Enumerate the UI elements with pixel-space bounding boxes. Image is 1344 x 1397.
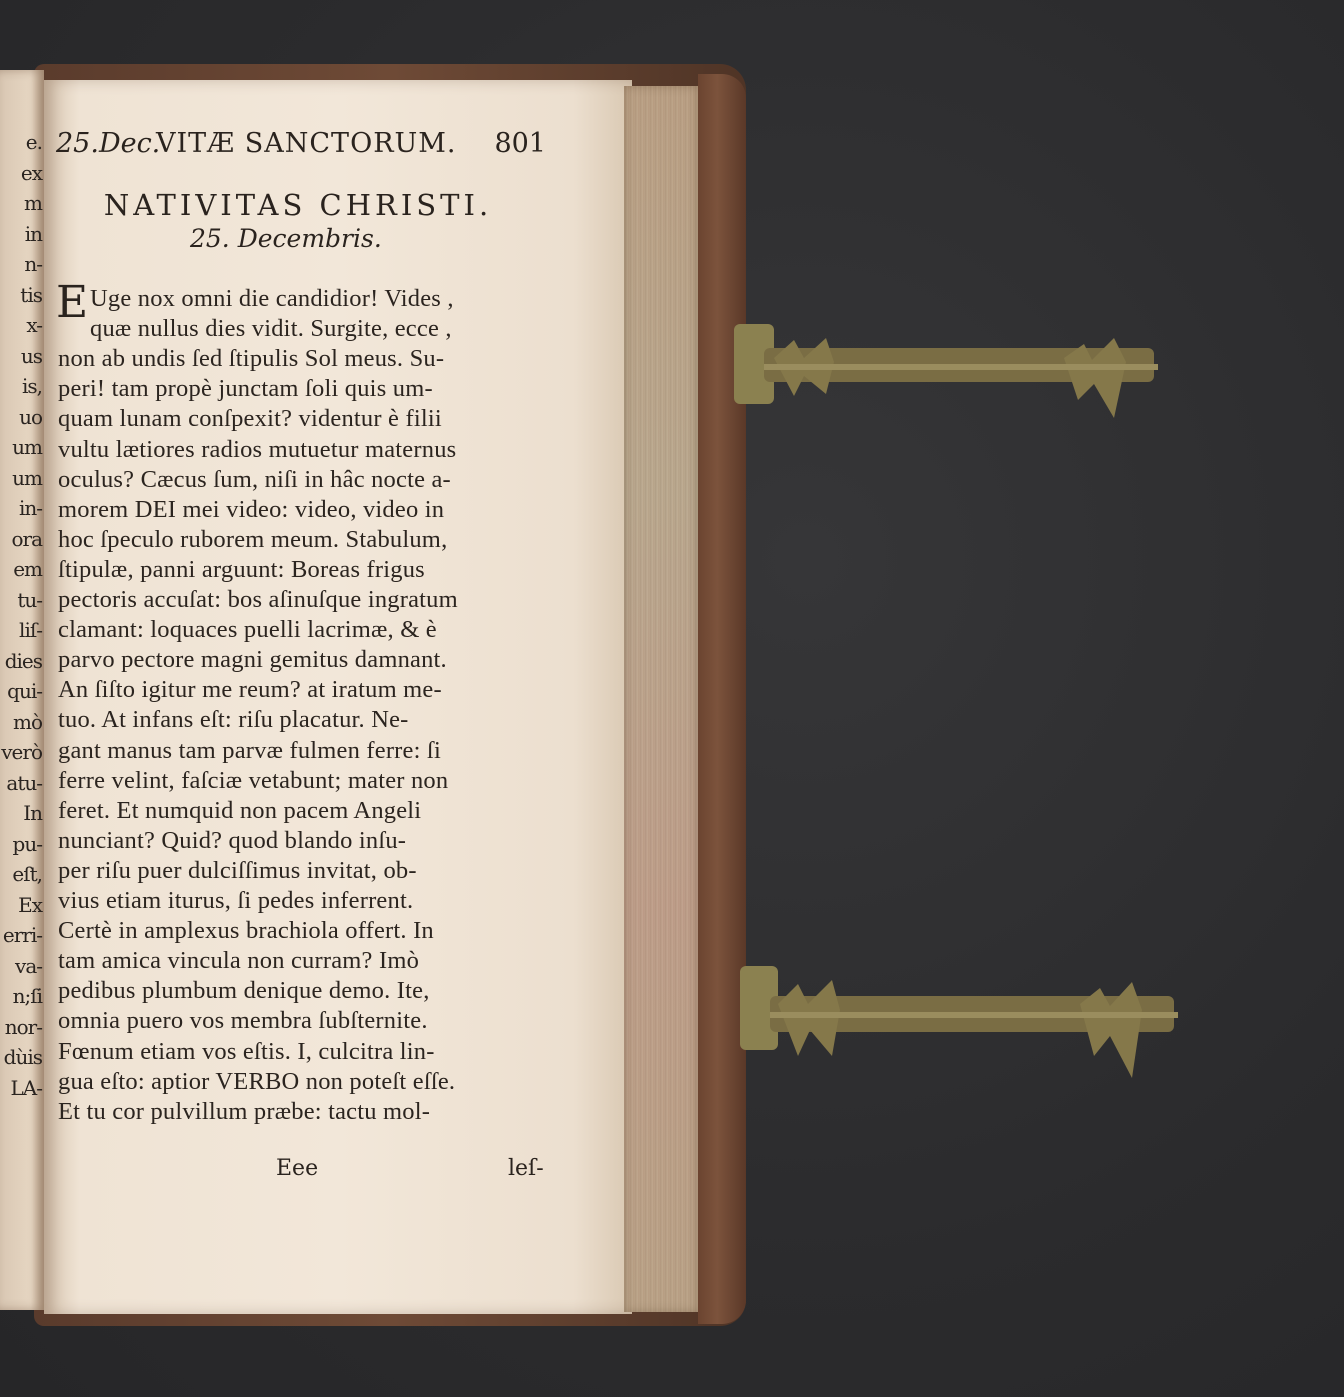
left-page-fragment: dùis [3, 1045, 42, 1069]
text-line: pedibus plumbum denique demo. Ite, [58, 977, 430, 1005]
lower-clasp-icon [740, 960, 1180, 1080]
text-line: gua eſto: aptior VERBO non poteſt eſſe. [58, 1067, 456, 1095]
text-line: omnia puero vos membra ſubſternite. [58, 1007, 428, 1035]
left-page-fragment: is, [21, 374, 42, 398]
left-page-fragment: LA- [10, 1075, 42, 1100]
chapter-subtitle: 25. Decembris. [190, 224, 382, 253]
running-title: VITÆ SANCTORUM. [156, 128, 457, 159]
text-line: feret. Et numquid non pacem Angeli [58, 796, 422, 824]
text-line: nunciant? Quid? quod blando inſu- [58, 826, 407, 854]
chapter-title: NATIVITAS CHRISTI. [103, 188, 493, 222]
text-line: vultu lætiores radios mutuetur maternus [58, 435, 457, 463]
text-line: Certè in amplexus brachiola offert. In [58, 917, 434, 945]
text-line: ſtipulæ, panni arguunt: Boreas frigus [58, 555, 425, 583]
left-page-fragment: pu- [12, 831, 42, 856]
left-page-fragment: dies [4, 648, 42, 673]
left-page-fragment: atu- [6, 770, 42, 795]
left-page-fragment: em [13, 557, 42, 581]
text-line: pectoris accuſat: bos aſinuſque ingratum [58, 586, 458, 613]
page-header [56, 128, 546, 168]
text-line: quam lunam conſpexit? videntur è filii [58, 405, 442, 433]
text-line: vius etiam iturus, ſi pedes inferrent. [58, 887, 414, 914]
text-line: Uge nox omni die candidior! Vides , [90, 285, 454, 312]
text-line: parvo pectore magni gemitus damnant. [58, 646, 447, 674]
left-page-fragment: n;ſi [12, 984, 42, 1008]
cover-edge [698, 74, 746, 1324]
left-page-fragment: qui- [7, 679, 42, 703]
text-line: tuo. At infans eſt: riſu placatur. Ne- [58, 706, 409, 734]
text-line: morem DEI mei video: video, video in [58, 495, 445, 523]
text-line: clamant: loquaces puelli lacrimæ, & è [58, 616, 437, 644]
text-line: per riſu puer dulciſſimus invitat, ob- [58, 856, 417, 884]
left-page-fragment: liſ- [19, 618, 42, 642]
left-page-fragment: us [20, 343, 42, 368]
header-date: 25.Dec. [56, 128, 161, 159]
upper-clasp[interactable] [734, 318, 1164, 428]
left-page-fragment: n- [24, 252, 42, 276]
left-page-fragment: x- [26, 313, 42, 337]
page-number: 801 [494, 128, 546, 159]
drop-cap: E [56, 277, 89, 328]
text-line: Fœnum etiam vos eſtis. I, culcitra lin- [58, 1037, 435, 1065]
left-page-fragment: nor- [4, 1014, 42, 1039]
left-page-fragment: eſt, [12, 862, 42, 886]
left-page-fragment: uo [19, 404, 42, 429]
fore-edge-tint [624, 86, 698, 1312]
text-line: ferre velint, faſciæ vetabunt; mater non [58, 766, 449, 794]
text-line: Et tu cor pulvillum præbe: tactu mol- [58, 1097, 431, 1125]
left-page-fragment: e. [25, 130, 42, 154]
left-page-fragment: va- [15, 953, 42, 978]
text-line: tam amica vincula non curram? Imò [58, 947, 420, 975]
left-page-fragment: erri- [2, 923, 42, 947]
signature-mark: Eee [276, 1156, 319, 1181]
left-page-fragment: um [12, 435, 42, 459]
text-line: oculus? Cæcus ſum, niſi in hâc nocte a- [58, 465, 451, 493]
text-line: hoc ſpeculo ruborem meum. Stabulum, [58, 525, 448, 553]
left-page-fragment: verò [1, 740, 42, 764]
left-page-fragment: m [24, 191, 42, 215]
left-page-fragment: mò [12, 709, 42, 734]
left-page-fragment: ora [11, 526, 42, 551]
text-line: quæ nullus dies vidit. Surgite, ecce , [90, 315, 452, 343]
text-line: peri! tam propè junctam ſoli quis um- [58, 375, 433, 403]
text-line: An ſiſto igitur me reum? at iratum me- [58, 676, 442, 704]
text-line: non ab undis ſed ſtipulis Sol meus. Su- [58, 345, 445, 373]
left-page-fragment: in- [18, 496, 42, 520]
catchword: leſ- [508, 1156, 544, 1181]
left-page-fragment: ex [20, 160, 42, 185]
left-page-fragment: tu- [17, 587, 42, 612]
lower-clasp[interactable] [740, 960, 1180, 1080]
left-page-fragment: Ex [18, 892, 42, 917]
left-page-fragment: tis [20, 282, 42, 307]
left-page-edge [0, 70, 44, 1310]
left-page-fragment: in [24, 221, 42, 246]
left-page-fragment: In [23, 801, 42, 825]
upper-clasp-icon [734, 318, 1164, 428]
text-line: gant manus tam parvæ fulmen ferre: ſi [58, 736, 441, 764]
left-page-fragment: um [12, 465, 42, 490]
